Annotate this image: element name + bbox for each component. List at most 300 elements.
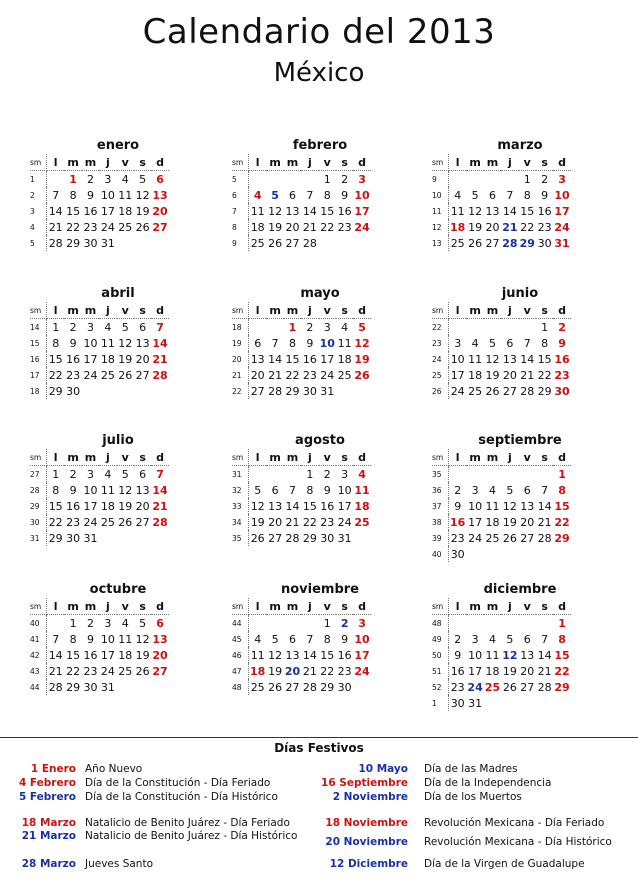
empty-cell xyxy=(519,319,536,336)
holiday-name: Año Nuevo xyxy=(85,763,143,775)
empty-cell xyxy=(47,615,65,632)
day-cell: 7 xyxy=(288,483,296,497)
day-cell: 18 xyxy=(118,204,133,218)
holiday-name: Revolución Mexicana - Día Histórico xyxy=(424,836,612,848)
holiday-name: Día de la Constitución - Día Histórico xyxy=(85,791,278,803)
day-cell: 6 xyxy=(156,616,164,630)
day-cell: 18 xyxy=(450,220,466,234)
weekday-header: j xyxy=(99,598,116,615)
day-cell: 10 xyxy=(337,483,352,497)
day-cell: 17 xyxy=(83,352,98,366)
day-cell: 12 xyxy=(135,632,150,646)
day-cell: 7 xyxy=(52,188,60,202)
day-cell: 22 xyxy=(320,664,335,678)
day-cell: 3 xyxy=(454,336,462,350)
day-cell: 10 xyxy=(354,188,370,202)
day-cell: 16 xyxy=(537,204,552,218)
holiday-name: Jueves Santo xyxy=(85,858,153,870)
day-cell: 16 xyxy=(320,499,335,513)
day-cell: 31 xyxy=(83,531,98,545)
day-cell: 24 xyxy=(354,220,370,234)
weekday-header: v xyxy=(319,302,336,319)
day-cell: 28 xyxy=(302,236,317,250)
empty-cell xyxy=(134,679,151,695)
day-cell: 7 xyxy=(306,632,314,646)
empty-cell xyxy=(249,171,267,188)
day-cell: 24 xyxy=(83,515,98,529)
week-number: 6 xyxy=(232,187,249,203)
day-cell: 29 xyxy=(66,680,81,694)
day-cell: 27 xyxy=(152,220,168,234)
weekday-header: d xyxy=(353,154,370,171)
day-cell: 22 xyxy=(48,515,63,529)
day-cell: 30 xyxy=(66,531,81,545)
week-number: 49 xyxy=(432,631,449,647)
week-number: 22 xyxy=(432,319,449,336)
weekday-header: s xyxy=(536,302,553,319)
week-number-header: sm xyxy=(232,302,249,319)
day-cell: 4 xyxy=(104,320,112,334)
day-cell: 13 xyxy=(250,352,265,366)
day-cell: 11 xyxy=(250,648,265,662)
day-cell: 24 xyxy=(83,368,98,382)
empty-cell xyxy=(336,235,353,251)
day-cell: 22 xyxy=(285,368,300,382)
week-number: 10 xyxy=(432,187,449,203)
day-cell: 16 xyxy=(66,352,81,366)
day-cell: 20 xyxy=(485,220,500,234)
day-cell: 9 xyxy=(541,188,549,202)
day-cell: 15 xyxy=(66,204,81,218)
holiday-date: 28 Marzo xyxy=(21,858,76,870)
weekday-header: v xyxy=(117,449,134,466)
day-cell: 12 xyxy=(118,336,133,350)
day-cell: 26 xyxy=(485,384,500,398)
day-cell: 12 xyxy=(250,499,265,513)
holiday-date: 4 Febrero xyxy=(18,777,76,789)
week-number: 16 xyxy=(30,351,47,367)
day-cell: 28 xyxy=(302,680,317,694)
day-cell: 29 xyxy=(320,680,335,694)
day-cell: 25 xyxy=(100,368,115,382)
day-cell: 4 xyxy=(253,188,262,202)
week-number-header: sm xyxy=(432,598,449,615)
day-cell: 12 xyxy=(354,336,370,350)
empty-cell xyxy=(301,171,318,188)
week-number: 9 xyxy=(432,171,449,188)
day-cell: 7 xyxy=(541,632,549,646)
day-cell: 29 xyxy=(302,531,317,545)
weekday-header: m xyxy=(64,302,81,319)
week-number-header: sm xyxy=(432,449,449,466)
day-cell: 1 xyxy=(306,467,314,481)
day-cell: 6 xyxy=(488,188,496,202)
weekday-header: m xyxy=(466,302,483,319)
week-number: 47 xyxy=(232,663,249,679)
weekday-header: m xyxy=(82,598,99,615)
day-cell: 24 xyxy=(337,515,352,529)
day-cell: 29 xyxy=(66,236,81,250)
week-number: 28 xyxy=(30,482,47,498)
day-cell: 17 xyxy=(100,204,115,218)
day-cell: 3 xyxy=(86,320,94,334)
day-cell: 25 xyxy=(250,236,265,250)
weekday-header: m xyxy=(484,449,501,466)
empty-cell xyxy=(134,383,151,399)
day-cell: 20 xyxy=(250,368,265,382)
weekday-header: v xyxy=(117,598,134,615)
day-cell: 11 xyxy=(118,188,133,202)
day-cell: 22 xyxy=(48,368,63,382)
day-cell: 9 xyxy=(454,499,462,513)
empty-cell xyxy=(99,530,116,546)
day-cell: 15 xyxy=(48,499,63,513)
day-cell: 25 xyxy=(468,384,483,398)
holidays-divider xyxy=(0,737,638,738)
day-cell: 7 xyxy=(271,336,279,350)
day-cell: 24 xyxy=(100,664,115,678)
day-cell: 8 xyxy=(69,188,77,202)
month-name: julio xyxy=(102,433,134,448)
day-cell: 8 xyxy=(52,336,60,350)
weekday-header: m xyxy=(484,154,501,171)
day-cell: 11 xyxy=(118,632,133,646)
day-cell: 30 xyxy=(450,696,465,710)
day-cell: 6 xyxy=(139,467,147,481)
day-cell: 13 xyxy=(520,648,535,662)
week-number: 44 xyxy=(30,679,47,695)
day-cell: 29 xyxy=(519,236,535,250)
day-cell: 5 xyxy=(471,188,479,202)
day-cell: 10 xyxy=(554,188,570,202)
empty-cell xyxy=(284,615,301,632)
day-cell: 23 xyxy=(83,220,98,234)
day-cell: 26 xyxy=(354,368,370,382)
day-cell: 3 xyxy=(471,483,479,497)
empty-cell xyxy=(449,171,467,188)
week-number-header: sm xyxy=(432,302,449,319)
weekday-header: j xyxy=(301,449,318,466)
week-number: 33 xyxy=(232,498,249,514)
weekday-header: l xyxy=(449,302,467,319)
day-cell: 21 xyxy=(537,515,552,529)
day-cell: 10 xyxy=(354,632,370,646)
weekday-header: j xyxy=(301,154,318,171)
day-cell: 11 xyxy=(485,648,500,662)
day-cell: 18 xyxy=(118,648,133,662)
week-number: 1 xyxy=(30,171,47,188)
day-cell: 21 xyxy=(502,220,518,234)
week-number: 50 xyxy=(432,647,449,663)
weekday-header: d xyxy=(353,302,370,319)
day-cell: 30 xyxy=(320,531,335,545)
day-cell: 15 xyxy=(554,499,570,513)
month-name: diciembre xyxy=(483,582,557,597)
day-cell: 11 xyxy=(100,336,115,350)
day-cell: 8 xyxy=(558,483,566,497)
week-number: 2 xyxy=(30,187,47,203)
week-number: 43 xyxy=(30,663,47,679)
weekday-header: d xyxy=(151,154,168,171)
holiday-date: 5 Febrero xyxy=(18,791,76,803)
day-cell: 27 xyxy=(485,236,500,250)
day-cell: 15 xyxy=(554,648,570,662)
day-cell: 23 xyxy=(83,664,98,678)
day-cell: 18 xyxy=(100,499,115,513)
day-cell: 15 xyxy=(302,499,317,513)
day-cell: 14 xyxy=(502,204,517,218)
empty-cell xyxy=(249,319,267,336)
weekday-header: s xyxy=(134,302,151,319)
day-cell: 17 xyxy=(320,352,335,366)
weekday-header: m xyxy=(266,154,283,171)
day-cell: 23 xyxy=(450,531,465,545)
day-cell: 12 xyxy=(268,204,283,218)
empty-cell xyxy=(536,695,553,711)
holiday-date: 2 Noviembre xyxy=(332,791,408,803)
empty-cell xyxy=(117,383,134,399)
empty-cell xyxy=(284,171,301,188)
weekday-header: v xyxy=(117,302,134,319)
week-number: 11 xyxy=(432,203,449,219)
weekday-header: m xyxy=(266,302,283,319)
day-cell: 4 xyxy=(471,336,479,350)
week-number: 48 xyxy=(432,615,449,632)
day-cell: 9 xyxy=(306,336,314,350)
day-cell: 28 xyxy=(48,236,63,250)
day-cell: 8 xyxy=(69,632,77,646)
day-cell: 13 xyxy=(502,352,517,366)
day-cell: 14 xyxy=(48,648,63,662)
week-number: 34 xyxy=(232,514,249,530)
week-number-header: sm xyxy=(30,154,47,171)
day-cell: 30 xyxy=(83,236,98,250)
day-cell: 6 xyxy=(288,188,296,202)
day-cell: 29 xyxy=(537,384,552,398)
week-number: 8 xyxy=(232,219,249,235)
week-number: 1 xyxy=(432,695,449,711)
weekday-header: v xyxy=(519,449,536,466)
day-cell: 3 xyxy=(104,616,112,630)
day-cell: 2 xyxy=(86,172,94,186)
day-cell: 20 xyxy=(135,499,150,513)
weekday-header: m xyxy=(82,302,99,319)
day-cell: 17 xyxy=(468,664,483,678)
day-cell: 14 xyxy=(285,499,300,513)
day-cell: 11 xyxy=(354,483,370,497)
empty-cell xyxy=(484,546,501,562)
day-cell: 1 xyxy=(69,616,77,630)
weekday-header: m xyxy=(64,154,81,171)
day-cell: 18 xyxy=(250,220,265,234)
week-number: 21 xyxy=(232,367,249,383)
day-cell: 27 xyxy=(285,236,300,250)
day-cell: 20 xyxy=(520,664,535,678)
week-number: 52 xyxy=(432,679,449,695)
empty-cell xyxy=(484,319,501,336)
day-cell: 5 xyxy=(254,483,262,497)
day-cell: 16 xyxy=(450,515,466,529)
day-cell: 21 xyxy=(520,368,535,382)
day-cell: 5 xyxy=(271,188,279,202)
empty-cell xyxy=(536,466,553,483)
week-number: 31 xyxy=(30,530,47,546)
day-cell: 5 xyxy=(121,467,129,481)
weekday-header: l xyxy=(249,302,267,319)
empty-cell xyxy=(484,466,501,483)
weekday-header: v xyxy=(519,598,536,615)
empty-cell xyxy=(266,615,283,632)
week-number: 39 xyxy=(432,530,449,546)
day-cell: 15 xyxy=(520,204,535,218)
day-cell: 2 xyxy=(306,320,314,334)
holiday-name: Día de la Independencia xyxy=(424,777,552,789)
week-number: 14 xyxy=(30,319,47,336)
month-name: noviembre xyxy=(280,582,359,597)
day-cell: 25 xyxy=(250,680,265,694)
weekday-header: d xyxy=(553,154,570,171)
empty-cell xyxy=(484,171,501,188)
day-cell: 19 xyxy=(250,515,265,529)
weekday-header: m xyxy=(484,598,501,615)
day-cell: 3 xyxy=(323,320,331,334)
weekday-header: v xyxy=(117,154,134,171)
empty-cell xyxy=(501,466,518,483)
day-cell: 27 xyxy=(268,531,283,545)
weekday-header: m xyxy=(284,598,301,615)
holiday-date: 18 Noviembre xyxy=(325,817,408,829)
day-cell: 25 xyxy=(484,680,501,694)
day-cell: 11 xyxy=(250,204,265,218)
day-cell: 9 xyxy=(86,188,94,202)
weekday-header: m xyxy=(484,302,501,319)
week-number: 51 xyxy=(432,663,449,679)
day-cell: 29 xyxy=(554,680,570,694)
day-cell: 29 xyxy=(48,384,63,398)
weekday-header: s xyxy=(134,598,151,615)
week-number: 18 xyxy=(30,383,47,399)
week-number: 41 xyxy=(30,631,47,647)
weekday-header: l xyxy=(249,449,267,466)
day-cell: 27 xyxy=(135,515,150,529)
day-cell: 10 xyxy=(100,188,115,202)
day-cell: 15 xyxy=(537,352,552,366)
day-cell: 27 xyxy=(520,531,535,545)
weekday-header: v xyxy=(319,449,336,466)
day-cell: 25 xyxy=(118,664,133,678)
week-number: 24 xyxy=(432,351,449,367)
day-cell: 28 xyxy=(537,531,552,545)
day-cell: 19 xyxy=(502,664,517,678)
day-cell: 4 xyxy=(104,467,112,481)
holiday-date: 21 Marzo xyxy=(21,830,76,842)
day-cell: 5 xyxy=(139,616,147,630)
day-cell: 5 xyxy=(488,336,496,350)
day-cell: 7 xyxy=(156,467,164,481)
day-cell: 5 xyxy=(139,172,147,186)
empty-cell xyxy=(249,466,267,483)
day-cell: 25 xyxy=(485,531,500,545)
weekday-header: l xyxy=(249,598,267,615)
day-cell: 12 xyxy=(118,483,133,497)
day-cell: 20 xyxy=(502,368,517,382)
day-cell: 15 xyxy=(48,352,63,366)
day-cell: 30 xyxy=(337,680,352,694)
empty-cell xyxy=(353,530,370,546)
weekday-header: m xyxy=(466,598,483,615)
day-cell: 21 xyxy=(152,352,168,366)
week-number: 40 xyxy=(30,615,47,632)
day-cell: 20 xyxy=(284,664,301,678)
weekday-header: d xyxy=(553,302,570,319)
day-cell: 18 xyxy=(468,368,483,382)
day-cell: 3 xyxy=(558,172,566,186)
day-cell: 17 xyxy=(354,648,370,662)
week-number: 29 xyxy=(30,498,47,514)
day-cell: 9 xyxy=(454,648,462,662)
week-number: 9 xyxy=(232,235,249,251)
day-cell: 31 xyxy=(554,236,570,250)
day-cell: 9 xyxy=(341,188,349,202)
day-cell: 22 xyxy=(320,220,335,234)
day-cell: 21 xyxy=(48,220,63,234)
day-cell: 16 xyxy=(337,648,352,662)
day-cell: 2 xyxy=(454,483,462,497)
empty-cell xyxy=(134,530,151,546)
day-cell: 21 xyxy=(302,664,317,678)
day-cell: 26 xyxy=(118,368,133,382)
week-number: 20 xyxy=(232,351,249,367)
empty-cell xyxy=(501,319,518,336)
day-cell: 13 xyxy=(152,188,168,202)
day-cell: 26 xyxy=(468,236,483,250)
day-cell: 3 xyxy=(358,172,366,186)
day-cell: 21 xyxy=(302,220,317,234)
day-cell: 25 xyxy=(100,515,115,529)
day-cell: 8 xyxy=(523,188,531,202)
day-cell: 31 xyxy=(320,384,335,398)
day-cell: 26 xyxy=(135,220,150,234)
day-cell: 23 xyxy=(66,368,81,382)
day-cell: 27 xyxy=(250,384,265,398)
empty-cell xyxy=(484,695,501,711)
empty-cell xyxy=(353,383,370,399)
weekday-header: m xyxy=(64,449,81,466)
day-cell: 1 xyxy=(523,172,531,186)
empty-cell xyxy=(353,679,370,695)
day-cell: 19 xyxy=(468,220,483,234)
page-title: Calendario del 2013 xyxy=(142,12,496,52)
day-cell: 6 xyxy=(254,336,262,350)
day-cell: 22 xyxy=(554,515,570,529)
empty-cell xyxy=(553,546,570,562)
empty-cell xyxy=(151,679,168,695)
weekday-header: l xyxy=(449,154,467,171)
holiday-name: Natalicio de Benito Juárez - Día Feriado xyxy=(85,817,290,829)
day-cell: 24 xyxy=(354,664,370,678)
day-cell: 6 xyxy=(156,172,164,186)
day-cell: 28 xyxy=(285,531,300,545)
week-number: 45 xyxy=(232,631,249,647)
day-cell: 26 xyxy=(135,664,150,678)
day-cell: 22 xyxy=(554,664,570,678)
day-cell: 15 xyxy=(320,204,335,218)
weekday-header: m xyxy=(266,449,283,466)
day-cell: 23 xyxy=(337,664,352,678)
holiday-name: Día de las Madres xyxy=(424,763,518,775)
month-name: agosto xyxy=(295,433,345,448)
day-cell: 17 xyxy=(83,499,98,513)
